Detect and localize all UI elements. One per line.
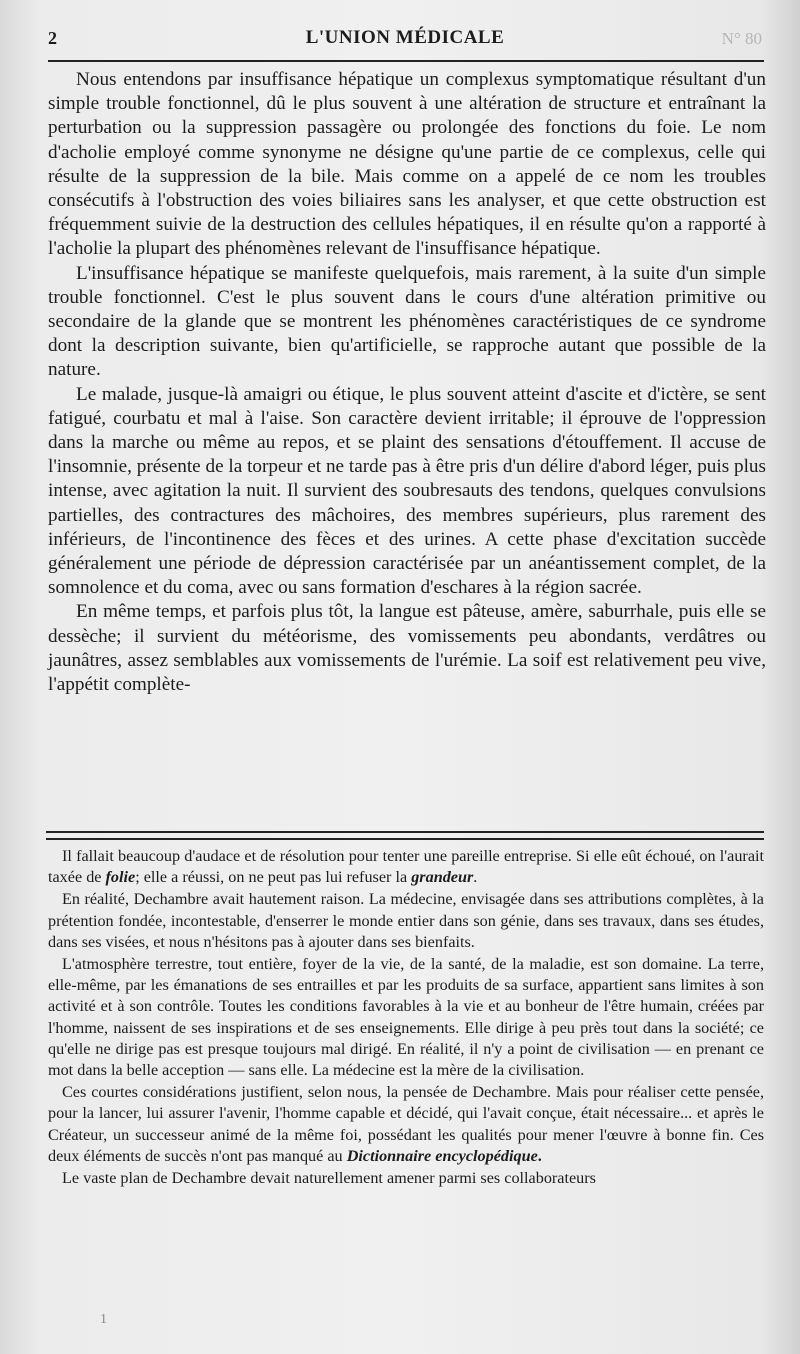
main-paragraph: En même temps, et parfois plus tôt, la langue est pâteuse, amère, saburrhale, puis elle se dessèche; il survient du météorisme, des vomissements peu abondants, verdâtres ou jaunâtres, assez semblables aux vomissements de l'urémie. La soif est relativement peu vive, l'appétit complète- [48, 601, 766, 696]
emphasis-folie: folie [105, 868, 136, 887]
main-paragraph: Nous entendons par insuffisance hépatique un complexus symptomatique résultant d'un simple trouble fonctionnel, dû le plus souvent à une altération de structure et entraînant la perturbation ou la suppression passagère ou prolongée des fonctions du foie. Le nom d'acholie employé comme synonyme ne désigne qu'une partie de ce complexus, celle qui résulte de la suppression de la bile. Mais comme on a appelé de ce nom les troubles consécutifs à l'obstruction des voies biliaires sans les analyser, et que cette obstruction est fréquemment suivie de la destruction des cellules hépatiques, il en résulte qu'on a rapporté à l'acholie la plupart des phénomènes relevant de l'insuffisance hépatique. [48, 69, 766, 260]
emphasis-dictionnaire: Dictionnaire encyclopédique [346, 1146, 538, 1165]
feuilleton-divider [46, 831, 764, 840]
main-paragraph: L'insuffisance hépatique se manifeste quelquefois, mais rarement, à la suite d'un simple trouble fonctionnel. C'est le plus souvent dans le cours d'une altération primitive ou secondaire de la glande que se montrent les phénomènes caractéristiques de ce syndrome dont la description suivante, bien qu'artificielle, se rapproche autant que possible de la nature. [48, 262, 766, 381]
bottom-mark: 1 [100, 1312, 107, 1327]
feuilleton-paragraph: L'atmosphère terrestre, tout entière, foyer de la vie, de la santé, de la maladie, est son domaine. La terre, elle-même, par les émanations de ses entrailles et par les produits de sa surface, appartient sans limites à son activité et à son contrôle. Toutes les conditions favorables à la vie et au bonheur de l'être humain, créées par l'homme, naissent de ses inspirations et de ses enseignements. Elle dirige à peu près tout dans la société; ce qu'elle ne dirige pas est presque toujours mal dirigé. En réalité, il n'y a point de civilisation — en prenant ce mot dans la belle acception — sans elle. La médecine est la mère de la civilisation. [48, 955, 764, 1080]
feuilleton-paragraph: Il fallait beaucoup d'audace et de résolution pour tenter une pareille entreprise. Si elle eût échoué, on l'aurait taxée de folie; elle a réussi, on ne peut pas lui refuser la grandeur. [48, 847, 764, 887]
page-header [48, 24, 762, 54]
feuilleton-paragraph: Le vaste plan de Dechambre devait naturellement amener parmi ses collaborateurs [62, 1169, 596, 1188]
feuilleton-paragraph: Ces courtes considérations justifient, selon nous, la pensée de Dechambre. Mais pour réaliser cette pensée, pour la lancer, lui assurer l'avenir, l'homme capable et décidé, qui l'avait conçue, était nécessaire... et après le Créateur, un successeur animé de la même foi, possédant les qualités pour mener l'œuvre à bonne fin. Ces deux éléments de succès n'ont pas manqué au Dictionnaire encyclopédique. [48, 1083, 764, 1165]
main-paragraph: Le malade, jusque-là amaigri ou étique, le plus souvent atteint d'ascite et d'ictère, se sent fatigué, courbatu et mal à l'aise. Son caractère devient irritable; il éprouve de l'oppression dans la marche ou même au repos, et se plaint des sensations d'étouffement. Il accuse de l'insomnie, présente de la torpeur et ne tarde pas à être pris d'un délire d'abord léger, puis plus intense, avec agitation la nuit. Il survient des soubresauts des tendons, quelques convulsions partielles, des contractures des mâchoires, des membres supérieurs, plus rarement des inférieurs, de l'incontinence des fèces et des urines. A cette phase d'excitation succède généralement une période de dépression caractérisée par un anéantissement complet, de la somnolence et du coma, avec ou sans formation d'eschares à la région sacrée. [48, 383, 766, 599]
main-text [48, 68, 766, 697]
running-title: L'UNION MÉDICALE [305, 27, 505, 48]
feuilleton-paragraph: En réalité, Dechambre avait hautement raison. La médecine, envisagée dans ses attributions complètes, à la prétention fondée, incontestable, d'enserrer le monde entier dans son génie, dans ses travaux, dans ses études, dans ses visées, et nous n'hésitons pas à ajouter dans ses bienfaits. [48, 890, 764, 951]
feuilleton-text [48, 846, 764, 1190]
page-number: 2 [48, 28, 57, 48]
emphasis-grandeur: grandeur [411, 868, 474, 887]
header-rule [48, 60, 764, 62]
issue-number: N° 80 [721, 29, 762, 48]
